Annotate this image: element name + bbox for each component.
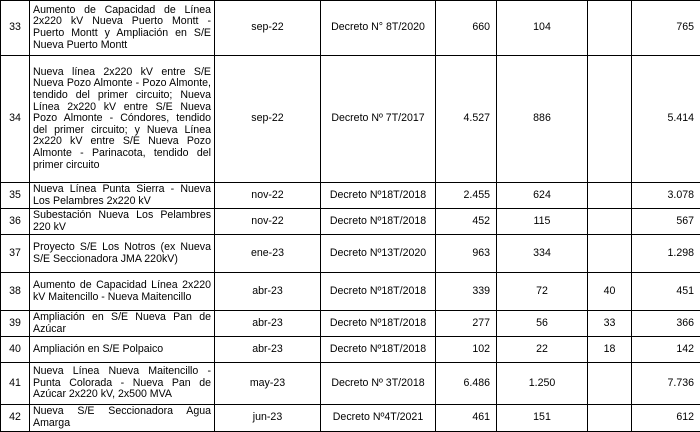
total-value: 366: [632, 311, 700, 337]
row-number: 42: [1, 405, 30, 432]
value-3: [588, 235, 632, 273]
value-2: 1.250: [497, 363, 588, 405]
total-value: 5.414: [632, 56, 700, 183]
value-1: 963: [436, 235, 497, 273]
commissioning-date: may-23: [215, 363, 321, 405]
value-1: 4.527: [436, 56, 497, 183]
commissioning-date: nov-22: [215, 209, 321, 235]
project-description: Aumento de Capacidad Línea 2x220 kV Maitencillo - Nueva Maitencillo: [30, 273, 215, 311]
project-description: Nueva Línea Punta Sierra - Nueva Los Pelambres 2x220 kV: [30, 183, 215, 209]
decree: Decreto Nº18T/2018: [321, 337, 436, 363]
total-value: 765: [632, 1, 700, 56]
commissioning-date: jun-23: [215, 405, 321, 432]
decree: Decreto Nº18T/2018: [321, 273, 436, 311]
project-description: Nueva línea 2x220 kV entre S/E Nueva Pozo Almonte - Pozo Almonte, tendido del primer circuito; Nueva Línea 2x220 kV entre S/E Nueva Pozo Almonte - Cóndores, tendido del primer circuito; y Nueva Línea 2x220 kV entre S/E Nueva Pozo Almonte - Parinacota, tendido del primer circuito: [30, 56, 215, 183]
table-row: [1, 56, 700, 183]
value-2: 104: [497, 1, 588, 56]
total-value: 7.736: [632, 363, 700, 405]
value-1: 2.455: [436, 183, 497, 209]
project-description: Nueva S/E Seccionadora Agua Amarga: [30, 405, 215, 432]
table-row: [1, 337, 700, 363]
decree: Decreto Nº 3T/2018: [321, 363, 436, 405]
value-1: 660: [436, 1, 497, 56]
value-1: 461: [436, 405, 497, 432]
value-1: 277: [436, 311, 497, 337]
row-number: 41: [1, 363, 30, 405]
total-value: 451: [632, 273, 700, 311]
row-number: 39: [1, 311, 30, 337]
row-number: 34: [1, 56, 30, 183]
total-value: 1.298: [632, 235, 700, 273]
value-3: [588, 405, 632, 432]
value-3: [588, 56, 632, 183]
value-2: 115: [497, 209, 588, 235]
total-value: 612: [632, 405, 700, 432]
decree: Decreto Nº 7T/2017: [321, 56, 436, 183]
value-1: 452: [436, 209, 497, 235]
commissioning-date: ene-23: [215, 235, 321, 273]
table-row: [1, 209, 700, 235]
table-row: [1, 273, 700, 311]
total-value: 567: [632, 209, 700, 235]
value-1: 6.486: [436, 363, 497, 405]
value-2: 72: [497, 273, 588, 311]
decree: Decreto Nº18T/2018: [321, 183, 436, 209]
decree: Decreto Nº18T/2018: [321, 311, 436, 337]
commissioning-date: sep-22: [215, 56, 321, 183]
value-3: [588, 183, 632, 209]
commissioning-date: abr-23: [215, 337, 321, 363]
table-row: [1, 1, 700, 56]
project-description: Subestación Nueva Los Pelambres 220 kV: [30, 209, 215, 235]
value-3: [588, 209, 632, 235]
value-2: 151: [497, 405, 588, 432]
project-description: Aumento de Capacidad de Línea 2x220 kV Nueva Puerto Montt - Puerto Montt y Ampliación en S/E Nueva Puerto Montt: [30, 1, 215, 56]
value-3: [588, 1, 632, 56]
total-value: 142: [632, 337, 700, 363]
table-row: [1, 405, 700, 432]
commissioning-date: abr-23: [215, 273, 321, 311]
value-2: 624: [497, 183, 588, 209]
table-row: [1, 311, 700, 337]
value-2: 334: [497, 235, 588, 273]
commissioning-date: sep-22: [215, 1, 321, 56]
value-1: 339: [436, 273, 497, 311]
table-row: [1, 363, 700, 405]
row-number: 35: [1, 183, 30, 209]
project-description: Proyecto S/E Los Notros (ex Nueva S/E Seccionadora JMA 220kV): [30, 235, 215, 273]
value-3: [588, 363, 632, 405]
row-number: 40: [1, 337, 30, 363]
decree: Decreto Nº13T/2020: [321, 235, 436, 273]
value-3: 18: [588, 337, 632, 363]
value-3: 33: [588, 311, 632, 337]
row-number: 38: [1, 273, 30, 311]
commissioning-date: abr-23: [215, 311, 321, 337]
decree: Decreto Nº18T/2018: [321, 209, 436, 235]
value-2: 886: [497, 56, 588, 183]
decree: Decreto Nº4T/2021: [321, 405, 436, 432]
value-3: 40: [588, 273, 632, 311]
project-description: Nueva Línea Nueva Maitencillo - Punta Colorada - Nueva Pan de Azúcar 2x220 kV, 2x500 MVA: [30, 363, 215, 405]
row-number: 33: [1, 1, 30, 56]
value-1: 102: [436, 337, 497, 363]
table-row: [1, 235, 700, 273]
project-description: Ampliación en S/E Nueva Pan de Azúcar: [30, 311, 215, 337]
project-description: Ampliación en S/E Polpaico: [30, 337, 215, 363]
total-value: 3.078: [632, 183, 700, 209]
value-2: 56: [497, 311, 588, 337]
row-number: 37: [1, 235, 30, 273]
row-number: 36: [1, 209, 30, 235]
commissioning-date: nov-22: [215, 183, 321, 209]
value-2: 22: [497, 337, 588, 363]
decree: Decreto N° 8T/2020: [321, 1, 436, 56]
table-row: [1, 183, 700, 209]
